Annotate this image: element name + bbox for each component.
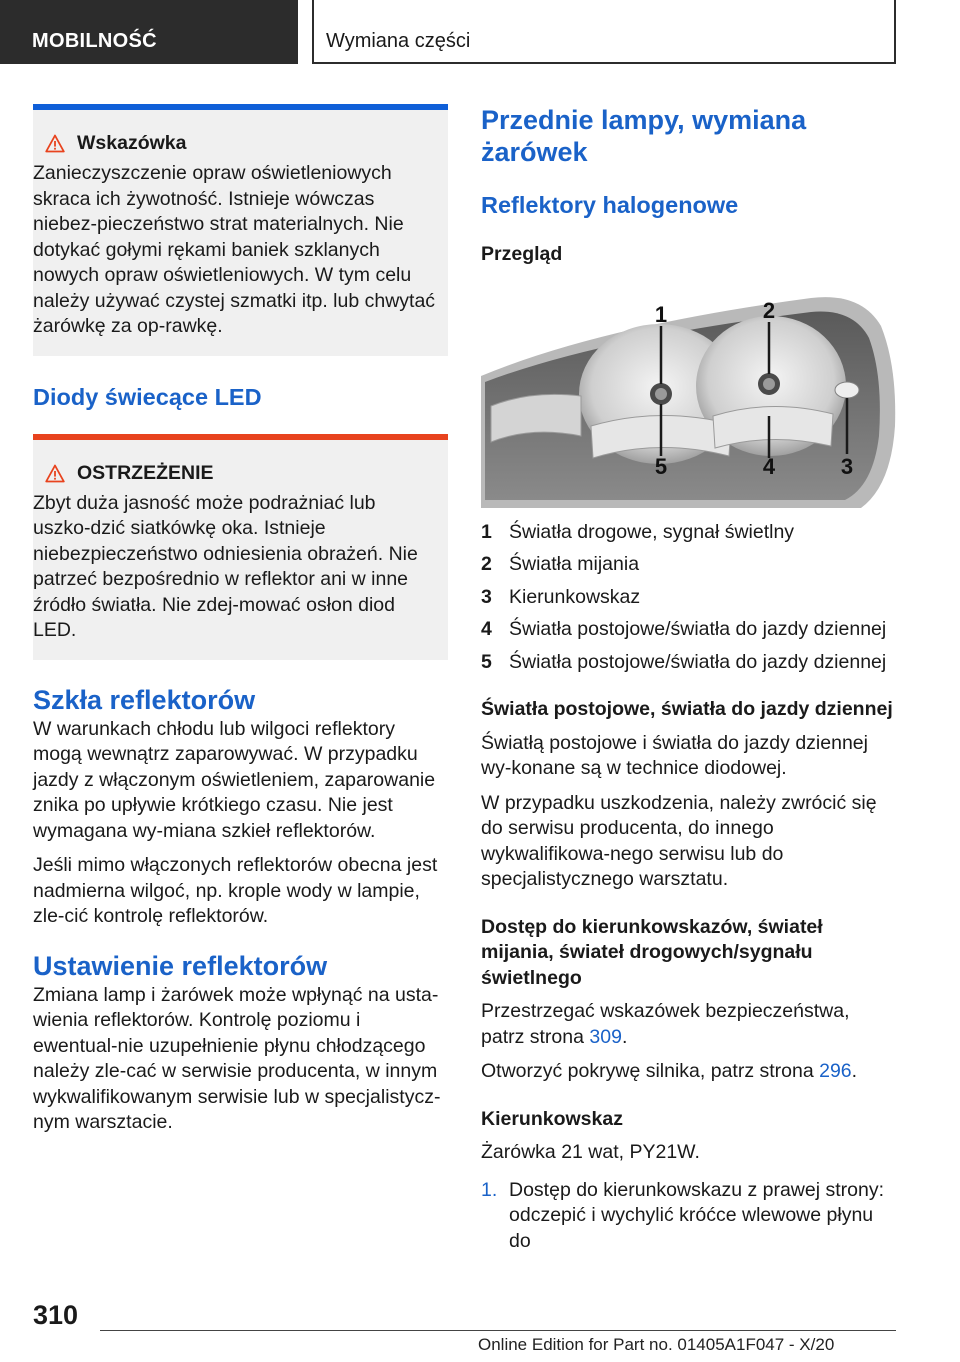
drl-paragraph-2: W przypadku uszkodzenia, należy zwrócić się do serwisu producenta, do innego wykwalifikowa-nego serwisu lub do specjalistycznego warsztatu. xyxy=(481,791,877,890)
legend-text: Światła postojowe/światła do jazdy dziennej xyxy=(509,650,887,673)
access-text: Otworzyć pokrywę silnika, patrz strona xyxy=(481,1060,820,1082)
legend-text: Światła drogowe, sygnał świetlny xyxy=(509,520,795,543)
legend-number: 4 xyxy=(481,618,492,640)
figure-label-2: 2 xyxy=(762,297,776,323)
legend-item xyxy=(481,617,897,643)
led-heading: Diody świecące LED xyxy=(33,383,262,410)
glass-paragraph-1: W warunkach chłodu lub wilgoci reflektory mogą wewnątrz zaparowywać. W przypadku jazdy z włączonym oświetleniem, zaparowanie znika po upływie krótkiego czasu. Nie jest wymagana wy-miana szkieł reflektorów. xyxy=(33,717,436,842)
access-paragraph-2 xyxy=(481,1059,897,1085)
figure-label-4: 4 xyxy=(762,453,776,479)
warning-triangle-icon xyxy=(45,134,65,153)
turn-paragraph: Żarówka 21 wat, PY21W. xyxy=(481,1141,700,1163)
note-box xyxy=(33,104,448,356)
step-text: Dostęp do kierunkowskazu z prawej strony: odczepić i wychylić króćce wlewowe płynu do xyxy=(509,1178,885,1252)
section-tab: MOBILNOŚĆ xyxy=(0,0,298,64)
warning-triangle-icon xyxy=(45,464,65,483)
figure-label-3: 3 xyxy=(840,453,854,479)
drl-heading: Światła postojowe, światła do jazdy dziennej xyxy=(481,698,893,720)
access-paragraph-1 xyxy=(481,999,897,1050)
legend-number: 3 xyxy=(481,585,492,608)
warning-title: OSTRZEŻENIE xyxy=(77,461,214,484)
access-text-end: . xyxy=(621,1025,628,1048)
page-number: 310 xyxy=(33,1300,79,1330)
headlight-figure xyxy=(481,286,897,508)
legend-item xyxy=(481,552,897,578)
figure-label-5: 5 xyxy=(654,453,668,479)
legend-number: 2 xyxy=(481,553,492,575)
legend-item xyxy=(481,650,897,676)
figure-legend xyxy=(481,520,897,676)
drl-paragraph-1: Światłą postojowe i światła do jazdy dziennej wy-konane są w technice diodowej. xyxy=(481,731,868,779)
warning-box xyxy=(33,434,448,660)
figure-label-1: 1 xyxy=(654,301,668,327)
right-column xyxy=(481,104,897,1254)
adjust-heading: Ustawienie reflektorów xyxy=(33,950,328,981)
note-title: Wskazówka xyxy=(77,132,187,154)
access-text: Przestrzegać wskazówek bezpieczeństwa, patrz strona xyxy=(481,1000,850,1048)
headlight-illustration xyxy=(481,286,897,508)
access-text-end: . xyxy=(851,1060,858,1082)
page-link-309[interactable]: 309 xyxy=(589,1025,622,1048)
legend-number: 1 xyxy=(481,520,492,543)
chapter-title: Wymiana części xyxy=(312,0,896,64)
glass-paragraph-2: Jeśli mimo włączonych reflektorów obecna jest nadmierna wilgoć, np. krople wody w lampie, zle-cić kontrolę reflektorów. xyxy=(33,854,438,927)
subtitle: Reflektory halogenowe xyxy=(481,192,739,218)
legend-item xyxy=(481,585,897,611)
glass-heading: Szkła reflektorów xyxy=(33,684,256,715)
access-heading: Dostęp do kierunkowskazów, świateł mijania, świateł drogowych/sygnału świetlnego xyxy=(481,915,823,989)
legend-text: Światła postojowe/światła do jazdy dziennej xyxy=(509,618,887,640)
note-text: Zanieczyszczenie opraw oświetleniowych skraca ich żywotność. Istnieje wówczas niebez-pieczeństwo strat materialnych. Nie dotykać gołymi rękami baniek szklanych nowych opraw oświetleniowych. W tym celu należy używać czystej szmatki itp. lub chwytać żarówkę za op-rawkę. xyxy=(33,162,436,337)
warning-text: Zbyt duża jasność może podrażniać lub uszko-dzić siatkówkę oka. Istnieje niebezpieczeństwo odniesienia obrażeń. Nie patrzeć bezpośrednio w reflektor ani w inne źródło światła. Nie zdej-mować osłon diod LED. xyxy=(33,491,418,641)
legend-text: Światła mijania xyxy=(509,553,640,575)
edition-footer: Online Edition for Part no. 01405A1F047 - X/20 xyxy=(478,1335,835,1354)
step-number: 1. xyxy=(481,1178,498,1201)
legend-number: 5 xyxy=(481,650,492,673)
footer-divider xyxy=(100,1330,896,1331)
adjust-paragraph: Zmiana lamp i żarówek może wpłynąć na usta-wienia reflektorów. Kontrolę poziomu i ewentual-nie uzupełnienie płynu chłodzącego należy zle-cać w serwisie producenta, w innym wykwalifikowanym serwisie lub w specjalistycz-nym warsztacie. xyxy=(33,983,441,1133)
page-link-296[interactable]: 296 xyxy=(819,1060,852,1082)
step-item xyxy=(481,1178,897,1255)
turn-heading: Kierunkowskaz xyxy=(481,1107,623,1130)
legend-item xyxy=(481,520,897,546)
legend-text: Kierunkowskaz xyxy=(509,585,641,608)
overview-heading: Przegląd xyxy=(481,243,563,265)
left-column xyxy=(33,104,448,1136)
page-title: Przednie lampy, wymiana żarówek xyxy=(481,105,807,167)
